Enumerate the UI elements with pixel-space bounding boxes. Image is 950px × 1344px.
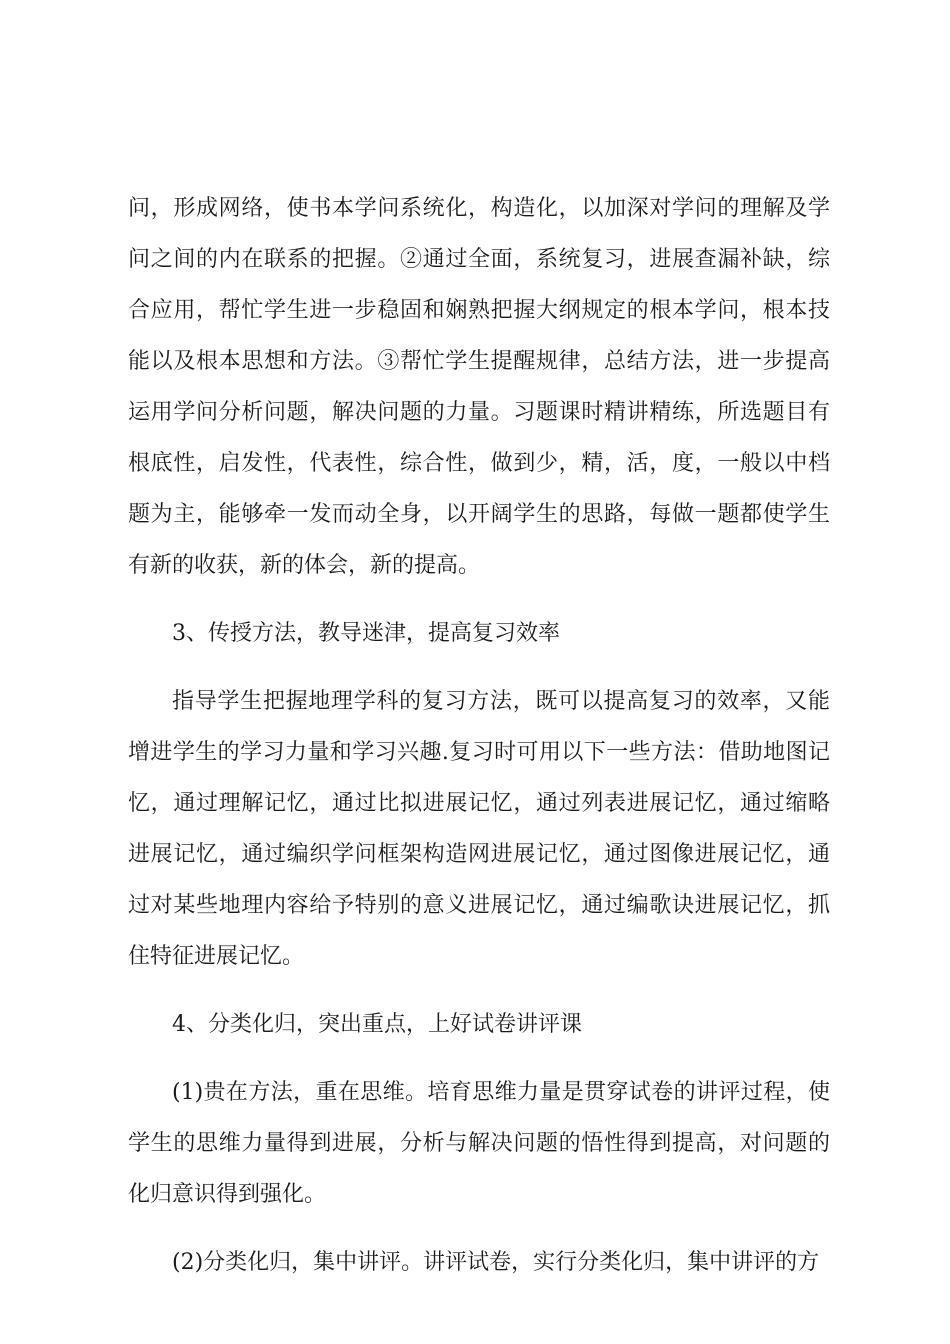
paragraph-item-2: (2)分类化归，集中讲评。讲评试卷，实行分类化归，集中讲评的方 xyxy=(172,1250,820,1275)
section-heading-4: 4、分类化归，突出重点，上好试卷讲评课 xyxy=(172,1012,582,1037)
document-body xyxy=(128,183,830,1305)
paragraph-item-1: (1)贵在方法，重在思维。培育思维力量是贯穿试卷的讲评过程，使学生的思维力量得到进展，分析与解决问题的悟性得到提高，对问题的化归意识得到强化。 xyxy=(128,1080,830,1207)
section-heading-3: 3、传授方法，教导迷津，提高复习效率 xyxy=(172,621,560,646)
paragraph-continuation: 问，形成网络，使书本学问系统化，构造化，以加深对学问的理解及学问之间的内在联系的把握。②通过全面，系统复习，进展查漏补缺，综合应用，帮忙学生进一步稳固和娴熟把握大纲规定的根本学问，根本技能以及根本思想和方法。③帮忙学生提醒规律，总结方法，进一步提高运用学问分析问题，解决问题的力量。习题课时精讲精练，所选题目有根底性，启发性，代表性，综合性，做到少，精，活，度，一般以中档题为主，能够牵一发而动全身，以开阔学生的思路，每做一题都使学生有新的收获，新的体会，新的提高。 xyxy=(128,196,830,578)
paragraph-study-methods: 指导学生把握地理学科的复习方法，既可以提高复习的效率，又能增进学生的学习力量和学习兴趣.复习时可用以下一些方法：借助地图记忆，通过理解记忆，通过比拟进展记忆，通过列表进展记忆，通过缩略进展记忆，通过编织学问框架构造网进展记忆，通过图像进展记忆，通过对某些地理内容给予特别的意义进展记忆，通过编歌诀进展记忆，抓住特征进展记忆。 xyxy=(128,689,830,969)
